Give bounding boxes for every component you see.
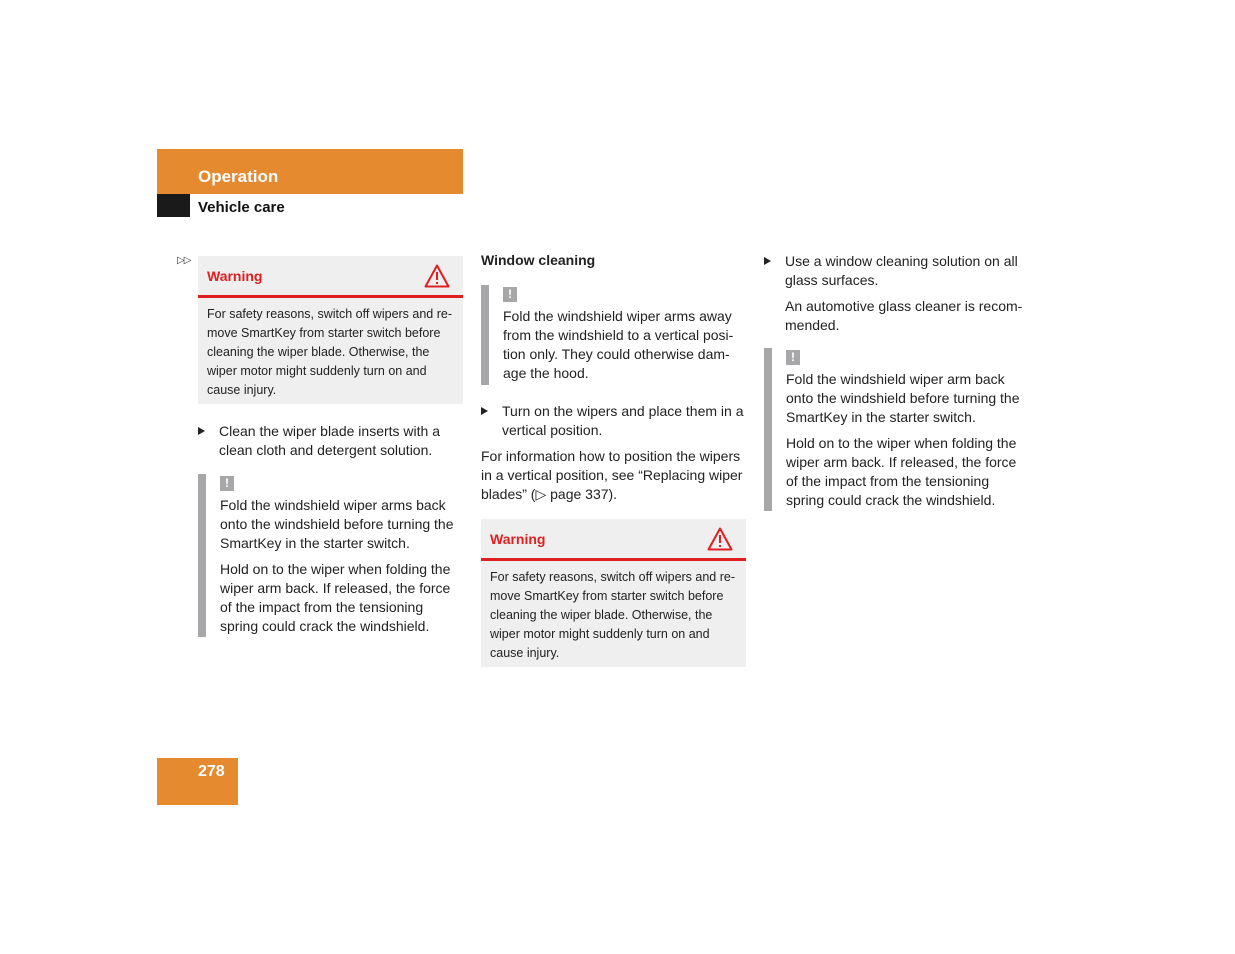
section-title: Operation: [198, 167, 279, 186]
page-reference-link[interactable]: blades” (▷ page 337).: [481, 486, 618, 502]
bullet-arrow-icon: [481, 407, 488, 415]
warning-text: For safety reasons, switch off wipers and re- move SmartKey from starter switch before cleaning the wiper blade. Otherwise, the wiper motor might suddenly turn on and cause injury.: [207, 307, 453, 397]
caution-box: [481, 285, 747, 385]
caution-box: [764, 348, 1029, 511]
warning-label: Warning: [207, 268, 263, 284]
info-paragraph: For information how to position the wipers in a vertical position, see “Replacing wiper blades” (▷ page 337).: [481, 447, 751, 504]
warning-triangle-icon: [424, 264, 450, 288]
warning-label: Warning: [490, 531, 546, 547]
caution-paragraph: Fold the windshield wiper arms back onto the windshield before turning the SmartKey in the starter switch.: [220, 497, 454, 551]
bullet-arrow-icon: [764, 257, 771, 265]
caution-paragraph: Hold on to the wiper when folding the wiper arm back. If released, the force of the impact from the tensioning spring could crack the windshield.: [220, 561, 451, 634]
caution-box: [198, 474, 463, 637]
page-number: 278: [198, 763, 225, 780]
caution-paragraph: Fold the windshield wiper arm back onto the windshield before turning the SmartKey in the starter switch.: [786, 371, 1020, 425]
bullet-step: Turn on the wipers and place them in a vertical position.: [481, 402, 746, 440]
warning-text: For safety reasons, switch off wipers and re- move SmartKey from starter switch before cleaning the wiper blade. Otherwise, the wiper motor might suddenly turn on and cause injury.: [490, 570, 736, 660]
bullet-arrow-icon: [198, 427, 205, 435]
heading-window-cleaning: Window cleaning: [481, 252, 596, 268]
caution-exclamation-icon: !: [503, 287, 517, 302]
note-paragraph: An automotive glass cleaner is recom- mended.: [785, 298, 1023, 333]
caution-exclamation-icon: !: [786, 350, 800, 365]
warning-box: [481, 519, 746, 667]
warning-header: [481, 519, 746, 561]
subsection-marker: [157, 194, 190, 217]
caution-paragraph: Fold the windshield wiper arms away from the windshield to a vertical posi- tion only. They could otherwise dam- age the hood.: [503, 308, 734, 381]
warning-box: [198, 256, 463, 404]
warning-header: [198, 256, 463, 298]
warning-triangle-icon: [707, 527, 733, 551]
bullet-step: Clean the wiper blade inserts with a clean cloth and detergent solution.: [198, 422, 463, 460]
continuation-marker: ▷▷: [177, 255, 191, 266]
caution-paragraph: Hold on to the wiper when folding the wiper arm back. If released, the force of the impact from the tensioning spring could crack the windshield.: [786, 435, 1017, 508]
subsection-title: Vehicle care: [198, 199, 285, 216]
caution-exclamation-icon: !: [220, 476, 234, 491]
bullet-step: Use a window cleaning solution on all glass surfaces.: [764, 252, 1034, 290]
